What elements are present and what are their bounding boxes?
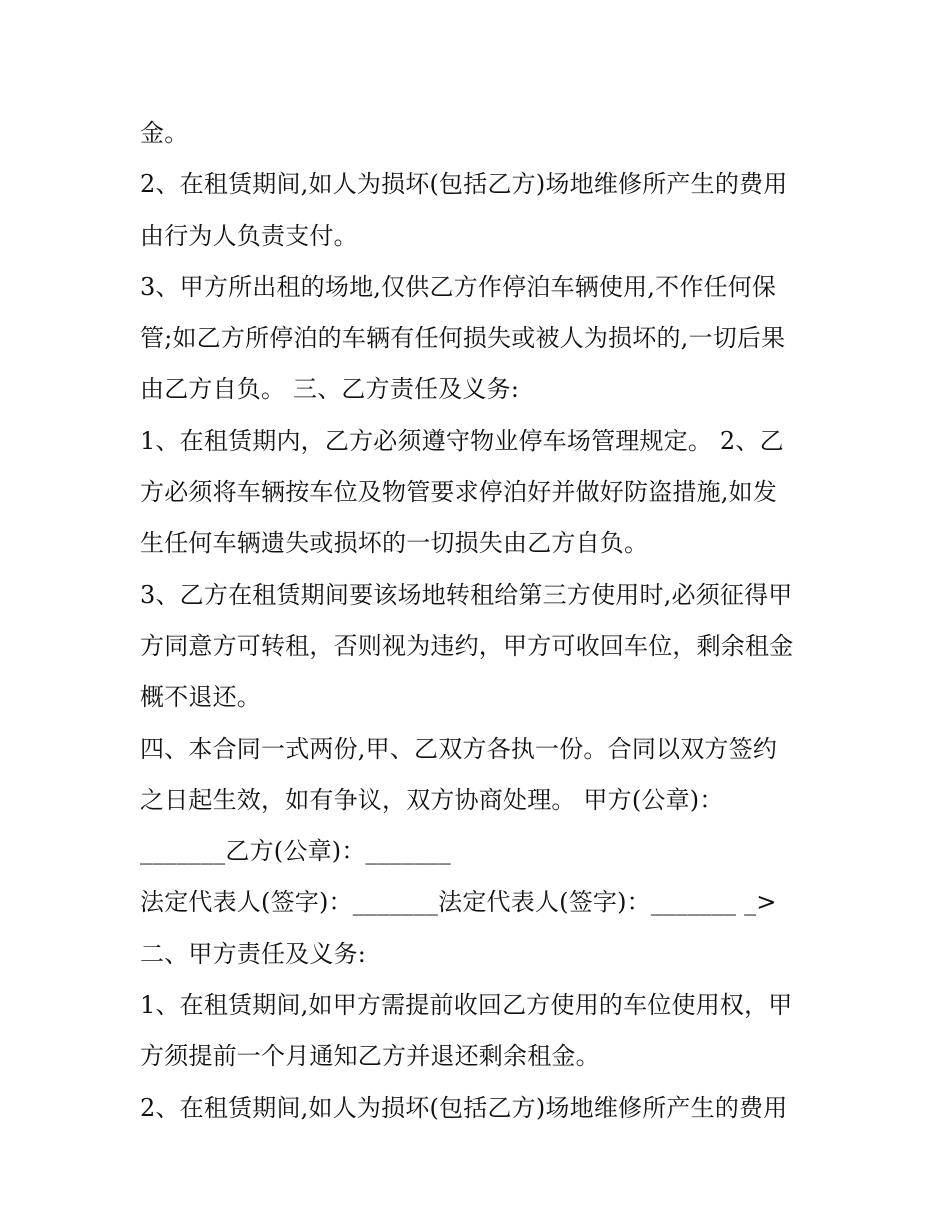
signature-line: 法定代表人(签字)：_______法定代表人(签字)：_______ _> xyxy=(140,888,777,917)
text-line: 四、本合同一式两份,甲、乙双方各执一份。合同以双方签约 xyxy=(140,734,778,763)
text-line: 由行为人负责支付。 xyxy=(140,221,358,250)
text-line: 2、在租赁期间,如人为损坏(包括乙方)场地维修所产生的费用 xyxy=(140,170,788,199)
document-body xyxy=(140,108,840,1134)
text-line: 方同意方可转租，否则视为违约，甲方可收回车位，剩余租金 xyxy=(140,631,794,660)
text-line: 1、在租赁期内，乙方必须遵守物业停车场管理规定。 2、乙 xyxy=(140,426,784,455)
text-line: 由乙方自负。 三、乙方责任及义务: xyxy=(140,375,520,404)
text-line: 1、在租赁期间,如甲方需提前收回乙方使用的车位使用权，甲 xyxy=(140,991,793,1020)
text-line: 方须提前一个月通知乙方并退还剩余租金。 xyxy=(140,1042,600,1071)
text-line: 金。 xyxy=(140,119,189,147)
text-line: 2、在租赁期间,如人为损坏(包括乙方)场地维修所产生的费用 xyxy=(140,1093,788,1122)
section-heading: 二、甲方责任及义务: xyxy=(140,939,367,968)
text-line: 3、甲方所出租的场地,仅供乙方作停泊车辆使用,不作任何保 xyxy=(140,272,777,301)
text-line: 3、乙方在租赁期间要该场地转租给第三方使用时,必须征得甲 xyxy=(140,580,793,609)
text-line: 之日起生效，如有争议，双方协商处理。 甲方(公章)： xyxy=(140,785,724,814)
text-line: 概不退还。 xyxy=(140,683,261,712)
text-line: 管;如乙方所停泊的车辆有任何损失或被人为损坏的,一切后果 xyxy=(140,324,786,353)
text-line: 生任何车辆遗失或损坏的一切损失由乙方自负。 xyxy=(140,529,649,558)
signature-line: _______乙方(公章)：_______ xyxy=(140,837,451,866)
text-line: 方必须将车辆按车位及物管要求停泊好并做好防盗措施,如发 xyxy=(140,478,778,507)
